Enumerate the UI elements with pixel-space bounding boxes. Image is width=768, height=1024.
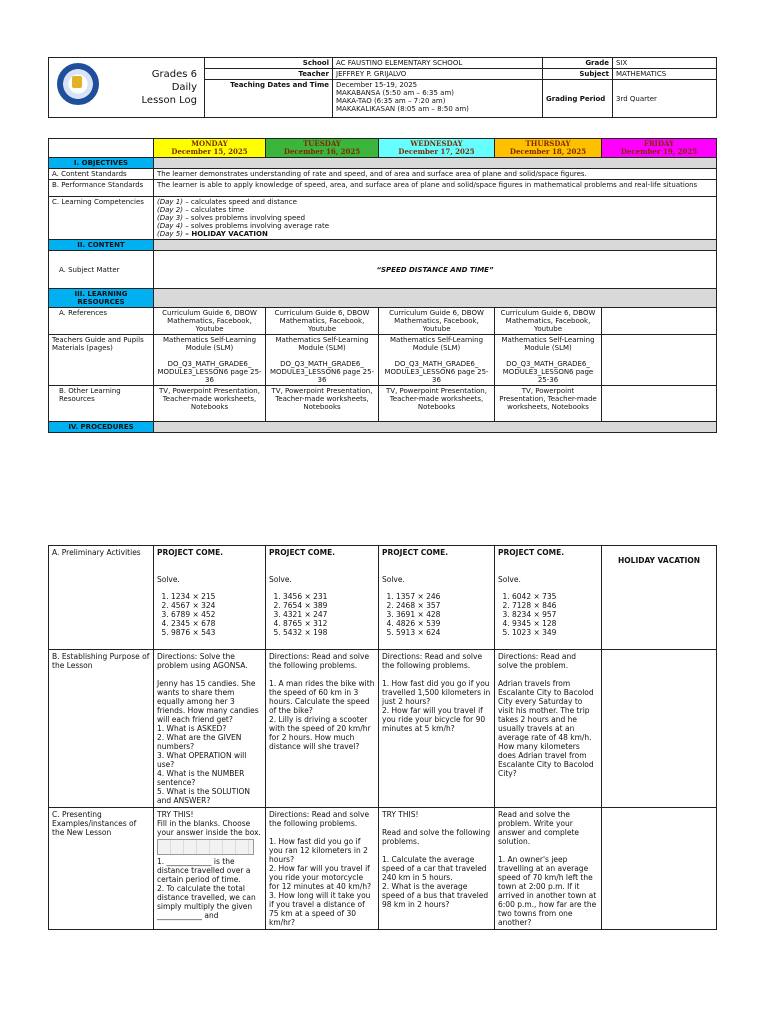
day-header-monday: MONDAY December 15, 2025 — [154, 139, 266, 158]
list-item: 4. 2345 × 678 — [171, 619, 262, 628]
list-item: 4. 8765 × 312 — [283, 619, 375, 628]
purpose-label: B. Establishing Purpose of the Lesson — [49, 650, 154, 808]
performance-label: B. Performance Standards — [49, 180, 154, 197]
references-thursday: Curriculum Guide 6, DBOW Mathematics, Facebook, Youtube — [495, 308, 602, 335]
solve-label: Solve. — [498, 575, 521, 584]
presenting-wednesday: TRY THIS! Read and solve the following problems. 1. Calculate the average speed of a car that traveled 240 km in 5 hours. 2. What is the average speed of a bus that traveled 98 km in 2 hours? — [379, 808, 495, 930]
title-line-daily: Daily — [171, 82, 197, 93]
other-resources-tuesday: TV, Powerpoint Presentation, Teacher-made worksheets, Notebooks — [266, 386, 379, 422]
teacher-value: JEFFREY P. GRIJALVO — [333, 69, 543, 80]
day-header-tuesday: TUESDAY December 16, 2025 — [266, 139, 379, 158]
references-label: A. References — [49, 308, 154, 335]
title-line-grade: Grades 6 — [151, 69, 197, 80]
section-objectives: I. OBJECTIVES — [49, 158, 154, 169]
period-label: Grading Period — [543, 80, 613, 118]
other-resources-label: B. Other Learning Resources — [49, 386, 154, 422]
performance-text: The learner is able to apply knowledge of speed, area, and surface area of plane and solid/space figures in mathematical problems and real-life situations — [154, 180, 717, 197]
purpose-monday: Directions: Solve the problem using AGONSA. Jenny has 15 candies. She wants to share them equally among her 3 friends. How many candies will each friend get? 1. What is ASKED? 2. What are the GIVEN numbers? 3. What OPERATION will use? 4. What is the NUMBER sentence? 5. What is the SOLUTION and ANSWER? — [154, 650, 266, 808]
log-title — [107, 58, 205, 118]
tg-thursday: Mathematics Self-Learning Module (SLM) DO_Q3_MATH_GRADE6_ MODULE3_LESSON6 page 25-36 — [495, 335, 602, 386]
subject-matter-text: “SPEED DISTANCE AND TIME” — [154, 251, 717, 289]
teacher-label: Teacher — [205, 69, 333, 80]
subject-label: Subject — [543, 69, 613, 80]
answer-box-image — [157, 839, 254, 855]
preliminary-thursday — [495, 546, 602, 650]
solve-label: Solve. — [382, 575, 405, 584]
presenting-tuesday: Directions: Read and solve the following problems. 1. How fast did you go if you ran 12 kilometers in 2 hours? 2. How far will you travel if you ride your motorcycle for 12 minutes at 40 km/h? 3. How long will it take you if you travel a distance of 75 km at a speed of 30 km/hr? — [266, 808, 379, 930]
blank-corner — [49, 139, 154, 158]
section-learning-resources: III. LEARNING RESOURCES — [49, 289, 154, 308]
references-monday: Curriculum Guide 6, DBOW Mathematics, Facebook, Youtube — [154, 308, 266, 335]
header-table — [48, 57, 717, 118]
presenting-thursday: Read and solve the problem. Write your answer and complete solution. 1. An owner's jeep travelling at an average speed of 70 km/h left the town at 2:00 p.m. If it arrived in another town at 6:00 p.m., how far are the two towns from one another? — [495, 808, 602, 930]
competency-item: (Day 4) – solves problems involving average rate — [157, 222, 329, 230]
list-item: 1. 1357 × 246 — [396, 592, 491, 601]
other-resources-wednesday: TV, Powerpoint Presentation, Teacher-made worksheets, Notebooks — [379, 386, 495, 422]
references-tuesday: Curriculum Guide 6, DBOW Mathematics, Facebook, Youtube — [266, 308, 379, 335]
list-item: 1. 3456 × 231 — [283, 592, 375, 601]
solve-label: Solve. — [157, 575, 180, 584]
try-this-text: TRY THIS! Fill in the blanks. Choose your answer inside the box. — [157, 810, 261, 837]
references-wednesday: Curriculum Guide 6, DBOW Mathematics, Facebook, Youtube — [379, 308, 495, 335]
grade-value: SIX — [613, 58, 717, 69]
list-item: 2. 4567 × 324 — [171, 601, 262, 610]
fill-blanks-text: 1. ____________ is the distance travelled over a certain period of time. 2. To calculate the total distance travelled, we can simply multiply the given ____________ and — [157, 857, 256, 920]
holiday-vacation: HOLIDAY VACATION — [602, 546, 717, 650]
presenting-label: C. Presenting Examples/instances of the New Lesson — [49, 808, 154, 930]
list-item: 3. 3691 × 428 — [396, 610, 491, 619]
deped-seal-icon — [57, 63, 99, 105]
day-header-friday: FRIDAY December 19, 2025 — [602, 139, 717, 158]
subject-matter-label: A. Subject Matter — [49, 251, 154, 289]
competency-item: (Day 5) – HOLIDAY VACATION — [157, 230, 268, 238]
list-item: 2. 7128 × 846 — [512, 601, 598, 610]
list-item: 4. 4826 × 539 — [396, 619, 491, 628]
tg-label: Teachers Guide and Pupils Materials (pages) — [49, 335, 154, 386]
list-item: 1. 6042 × 735 — [512, 592, 598, 601]
purpose-thursday: Directions: Read and solve the problem. Adrian travels from Escalante City to Bacolod City every Saturday to visit his mother. The trip takes 2 hours and he usually travels at an average rate of 48 km/h. How many kilometers does Adrian travel from Escalante City to Bacolod City? — [495, 650, 602, 808]
preliminary-label: A. Preliminary Activities — [49, 546, 154, 650]
school-value: AC FAUSTINO ELEMENTARY SCHOOL — [333, 58, 543, 69]
grade-label: Grade — [543, 58, 613, 69]
day-header-thursday: THURSDAY December 18, 2025 — [495, 139, 602, 158]
project-come-heading: PROJECT COME. — [498, 548, 565, 557]
subject-value: MATHEMATICS — [613, 69, 717, 80]
section-content: II. CONTENT — [49, 240, 154, 251]
project-come-heading: PROJECT COME. — [269, 548, 336, 557]
list-item: 2. 2468 × 357 — [396, 601, 491, 610]
other-resources-thursday: TV, Powerpoint Presentation, Teacher-made worksheets, Notebooks — [495, 386, 602, 422]
presenting-monday — [154, 808, 266, 930]
project-come-heading: PROJECT COME. — [157, 548, 224, 557]
dates-label: Teaching Dates and Time — [205, 80, 333, 118]
list-item: 3. 4321 × 247 — [283, 610, 375, 619]
seal-cell — [49, 58, 107, 118]
list-item: 1. 1234 × 215 — [171, 592, 262, 601]
title-line-lesson-log: Lesson Log — [141, 95, 197, 106]
other-resources-monday: TV, Powerpoint Presentation, Teacher-made worksheets, Notebooks — [154, 386, 266, 422]
lesson-plan-table — [48, 138, 717, 433]
competency-item: (Day 2) – calculates time — [157, 206, 245, 214]
tg-monday: Mathematics Self-Learning Module (SLM) DO_Q3_MATH_GRADE6_ MODULE3_LESSON6 page 25-36 — [154, 335, 266, 386]
preliminary-monday — [154, 546, 266, 650]
school-label: School — [205, 58, 333, 69]
tg-wednesday: Mathematics Self-Learning Module (SLM) DO_Q3_MATH_GRADE6_ MODULE3_LESSON6 page 25-36 — [379, 335, 495, 386]
list-item: 5. 1023 × 349 — [512, 628, 598, 637]
day-header-wednesday: WEDNESDAY December 17, 2025 — [379, 139, 495, 158]
competency-item: (Day 1) – calculates speed and distance — [157, 198, 297, 206]
list-item: 3. 6789 × 452 — [171, 610, 262, 619]
dates-value: December 15-19, 2025 MAKABANSA (5:50 am – 6:35 am) MAKA-TAO (6:35 am – 7:20 am) MAKAKALIKASAN (8:05 am – 8:50 am) — [333, 80, 543, 118]
competencies-label: C. Learning Competencies — [49, 197, 154, 240]
list-item: 2. 7654 × 389 — [283, 601, 375, 610]
list-item: 5. 9876 × 543 — [171, 628, 262, 637]
preliminary-wednesday — [379, 546, 495, 650]
list-item: 5. 5432 × 198 — [283, 628, 375, 637]
list-item: 4. 9345 × 128 — [512, 619, 598, 628]
tg-tuesday: Mathematics Self-Learning Module (SLM) DO_Q3_MATH_GRADE6_ MODULE3_LESSON6 page 25-36 — [266, 335, 379, 386]
content-standards-label: A. Content Standards — [49, 169, 154, 180]
content-standards-text: The learner demonstrates understanding of rate and speed, and of area and surface area of plane and solid/space figures. — [154, 169, 717, 180]
solve-label: Solve. — [269, 575, 292, 584]
preliminary-tuesday — [266, 546, 379, 650]
project-come-heading: PROJECT COME. — [382, 548, 449, 557]
period-value: 3rd Quarter — [613, 80, 717, 118]
competencies-list — [154, 197, 717, 240]
competency-item: (Day 3) – solves problems involving speed — [157, 214, 306, 222]
purpose-wednesday: Directions: Read and solve the following problems. 1. How fast did you go if you travelled 1,500 kilometers in just 2 hours? 2. How far will you travel if you ride your bicycle for 90 minutes at 5 km/h? — [379, 650, 495, 808]
list-item: 5. 5913 × 624 — [396, 628, 491, 637]
purpose-tuesday: Directions: Read and solve the following problems. 1. A man rides the bike with the speed of 60 km in 3 hours. Calculate the speed of the bike? 2. Lilly is driving a scooter with the speed of 20 km/hr for 2 hours. How much distance will she travel? — [266, 650, 379, 808]
section-procedures: IV. PROCEDURES — [49, 422, 154, 433]
list-item: 3. 8234 × 957 — [512, 610, 598, 619]
procedures-table — [48, 545, 717, 930]
